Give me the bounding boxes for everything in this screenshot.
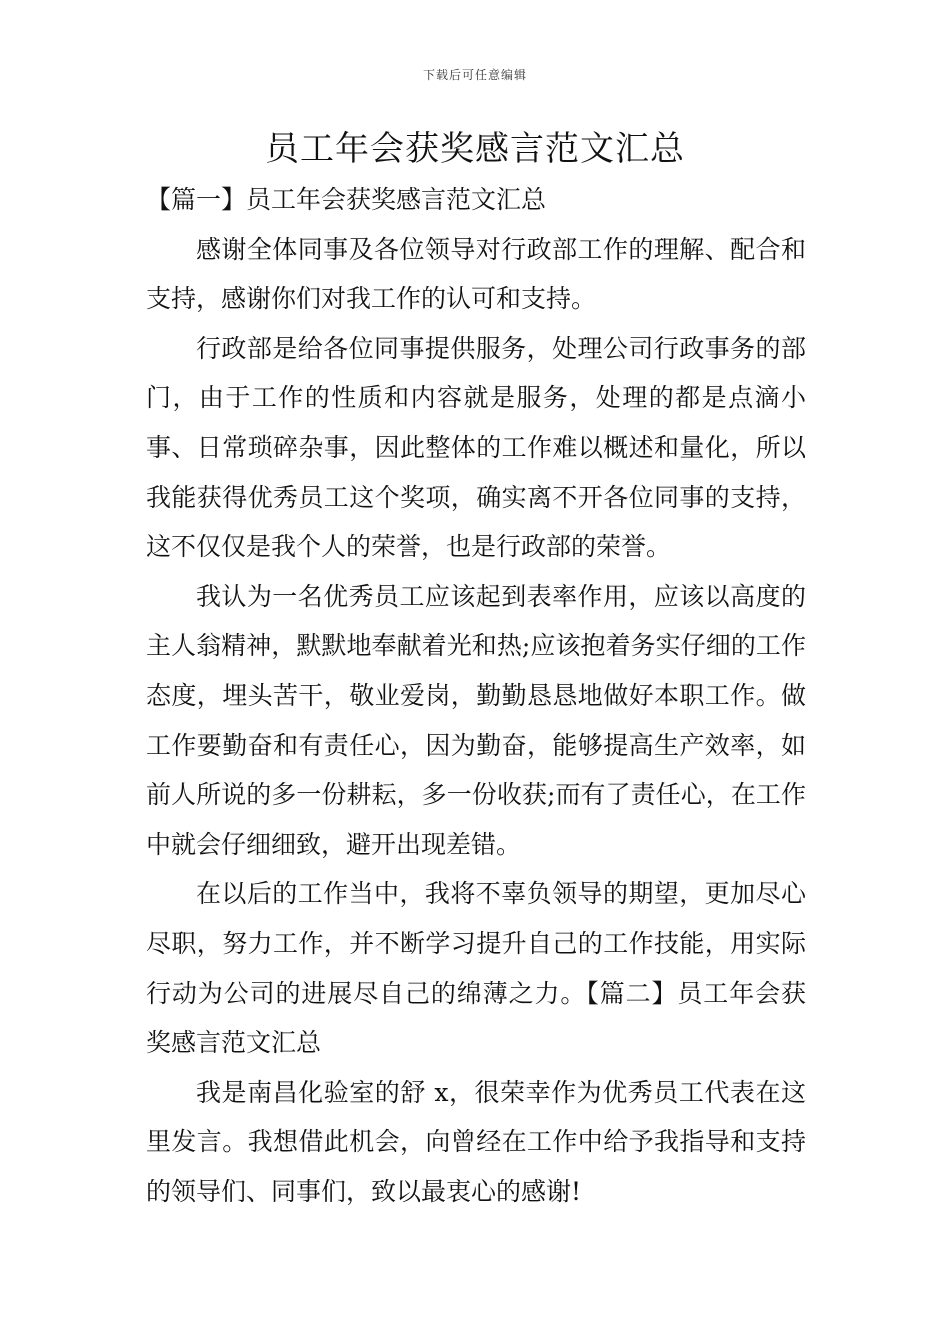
paragraph: 我认为一名优秀员工应该起到表率作用，应该以高度的主人翁精神，默默地奉献着光和热;应该抱着务实仔细的工作态度，埋头苦干，敬业爱岗，勤勤恳恳地做好本职工作。做工作要勤奋和有责任心，因为勤奋，能够提高生产效率，如前人所说的多一份耕耘，多一份收获;而有了责任心，在工作中就会仔细细致，避开出现差错。: [146, 581, 806, 859]
paragraph: 我是南昌化验室的舒 x，很荣幸作为优秀员工代表在这里发言。我想借此机会，向曾经在工作中给予我指导和支持的领导们、同事们，致以最衷心的感谢!: [146, 1077, 806, 1206]
header-note: 下载后可任意编辑: [422, 68, 527, 82]
paragraph: 感谢全体同事及各位领导对行政部工作的理解、配合和支持，感谢你们对我工作的认可和支持。: [146, 234, 806, 314]
document-title: 员工年会获奖感言范文汇总: [265, 129, 685, 169]
document-body: [146, 175, 806, 1216]
section-heading: 【篇一】员工年会获奖感言范文汇总: [146, 185, 547, 214]
paragraph: 行政部是给各位同事提供服务，处理公司行政事务的部门，由于工作的性质和内容就是服务，处理的都是点滴小事、日常琐碎杂事，因此整体的工作难以概述和量化，所以我能获得优秀员工这个奖项，确实离不开各位同事的支持，这不仅仅是我个人的荣誉，也是行政部的荣誉。: [146, 333, 806, 562]
paragraph: 在以后的工作当中，我将不辜负领导的期望，更加尽心尽职，努力工作，并不断学习提升自己的工作技能，用实际行动为公司的进展尽自己的绵薄之力。【篇二】员工年会获奖感言范文汇总: [146, 879, 806, 1058]
